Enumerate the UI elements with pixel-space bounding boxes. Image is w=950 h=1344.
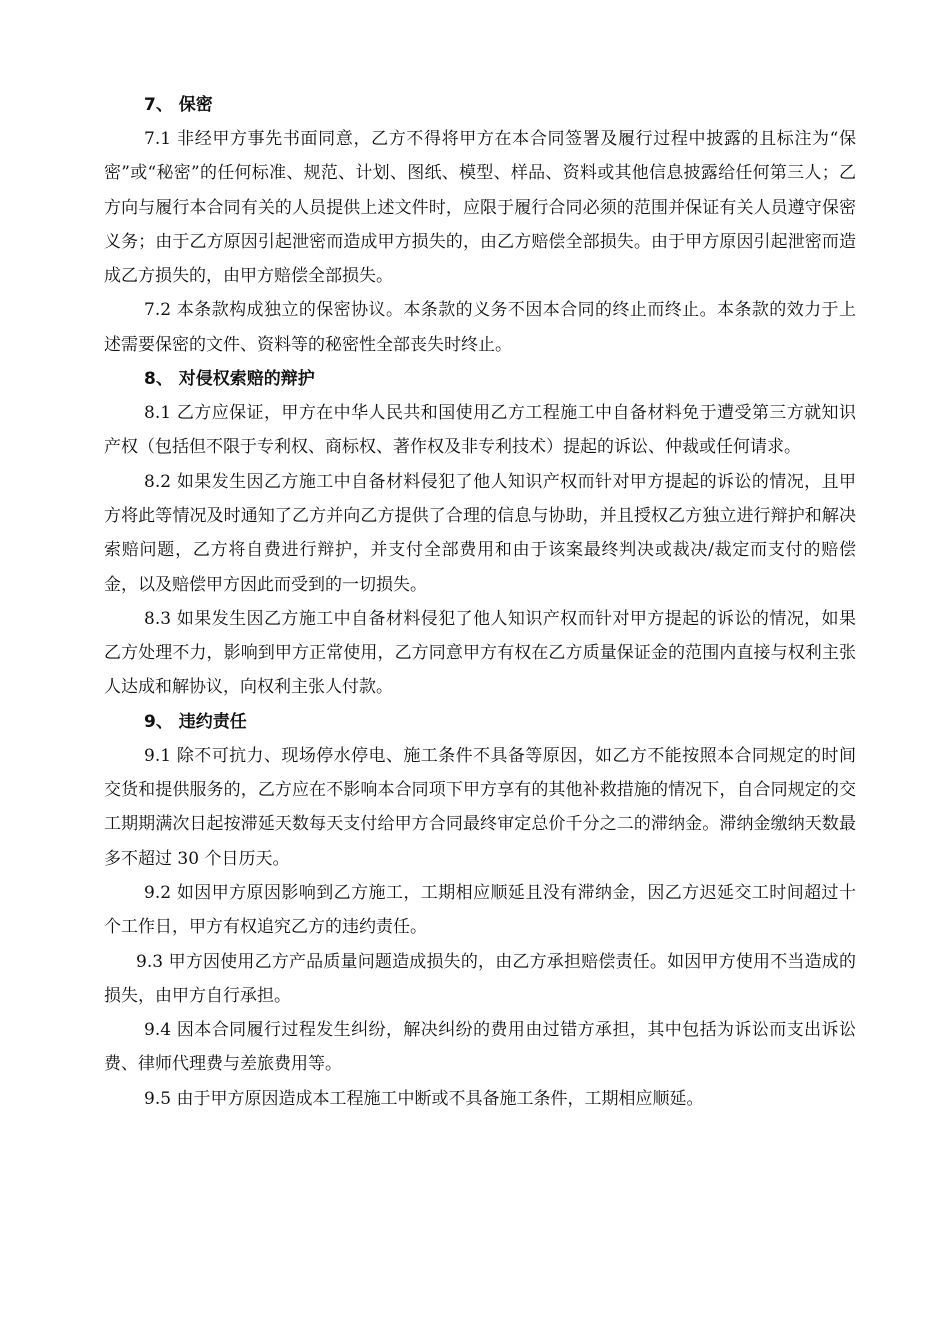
section-heading-confidentiality: 7、 保密 xyxy=(144,95,213,115)
clause-7-1: 7.1 非经甲方事先书面同意，乙方不得将甲方在本合同签署及履行过程中披露的且标注为“保密”或“秘密”的任何标准、规范、计划、图纸、模型、样品、资料或其他信息披露给任何第三人；乙方向与履行本合同有关的人员提供上述文件时，应限于履行合同必须的范围并保证有关人员遵守保密义务；由于乙方原因引起泄密而造成甲方损失的，由乙方赔偿全部损失。由于甲方原因引起泄密而造成乙方损失的，由甲方赔偿全部损失。 xyxy=(104,129,856,287)
clause-8-3: 8.3 如果发生因乙方施工中自备材料侵犯了他人知识产权而针对甲方提起的诉讼的情况，如果乙方处理不力，影响到甲方正常使用，乙方同意甲方有权在乙方质量保证金的范围内直接与权利主张人达成和解协议，向权利主张人付款。 xyxy=(104,608,856,698)
clause-8-1: 8.1 乙方应保证，甲方在中华人民共和国使用乙方工程施工中自备材料免于遭受第三方就知识产权（包括但不限于专利权、商标权、著作权及非专利技术）提起的诉讼、仲裁或任何请求。 xyxy=(104,403,856,458)
clause-8-2: 8.2 如果发生因乙方施工中自备材料侵犯了他人知识产权而针对甲方提起的诉讼的情况，且甲方将此等情况及时通知了乙方并向乙方提供了合理的信息与协助，并且授权乙方独立进行辩护和解决索赔问题，乙方将自费进行辩护，并支付全部费用和由于该案最终判决或裁决/裁定而支付的赔偿金，以及赔偿甲方因此而受到的一切损失。 xyxy=(104,471,856,595)
clause-9-3: 9.3 甲方因使用乙方产品质量问题造成损失的，由乙方承担赔偿责任。如因甲方使用不当造成的损失，由甲方自行承担。 xyxy=(104,951,856,1006)
clause-7-2: 7.2 本条款构成独立的保密协议。本条款的义务不因本合同的终止而终止。本条款的效力于上述需要保密的文件、资料等的秘密性全部丧失时终止。 xyxy=(104,300,856,355)
clause-9-2: 9.2 如因甲方原因影响到乙方施工，工期相应顺延且没有滞纳金，因乙方迟延交工时间超过十个工作日，甲方有权追究乙方的违约责任。 xyxy=(104,882,856,938)
clause-9-4: 9.4 因本合同履行过程发生纠纷，解决纠纷的费用由过错方承担，其中包括为诉讼而支出诉讼费、律师代理费与差旅费用等。 xyxy=(104,1020,856,1075)
section-heading-liability: 9、 违约责任 xyxy=(144,711,247,732)
clause-9-5: 9.5 由于甲方原因造成本工程施工中断或不具备施工条件，工期相应顺延。 xyxy=(144,1088,704,1109)
clause-9-1: 9.1 除不可抗力、现场停水停电、施工条件不具备等原因，如乙方不能按照本合同规定的时间交货和提供服务的，乙方应在不影响本合同项下甲方享有的其他补救措施的情况下，自合同规定的交工期期满次日起按滞延天数每天支付给甲方合同最终审定总价千分之二的滞纳金。滞纳金缴纳天数最多不超过 30 个日历天。 xyxy=(104,745,856,869)
section-heading-infringement-defense: 8、 对侵权索赔的辩护 xyxy=(144,369,315,390)
document-page xyxy=(104,88,856,1116)
